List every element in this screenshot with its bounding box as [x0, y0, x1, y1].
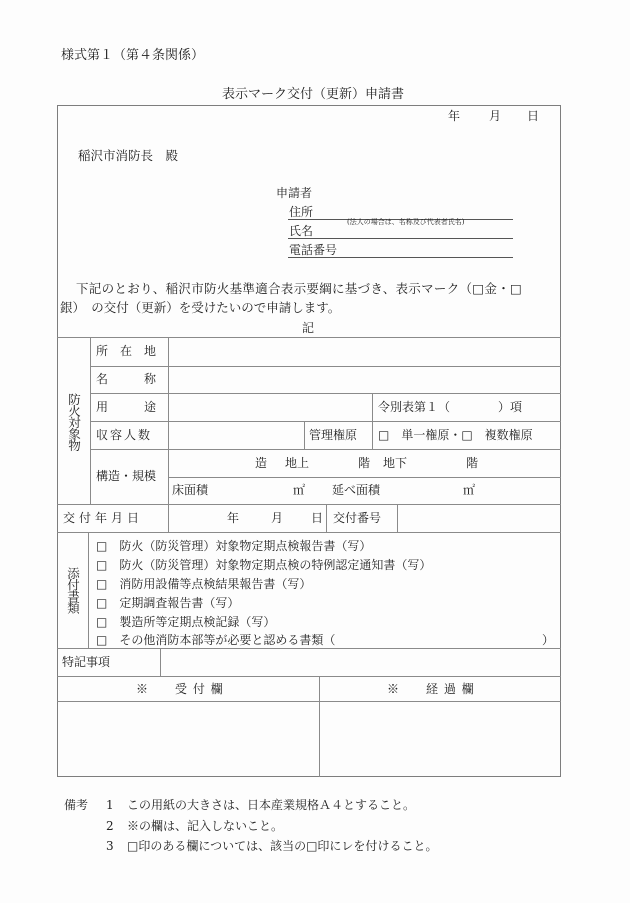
table-rule-line [88, 532, 89, 648]
location-label: 所 在 地 [96, 344, 157, 358]
note-text: □印のある欄については、該当の□印にレを付けること。 [127, 839, 438, 853]
use-field[interactable] [169, 394, 372, 421]
name-label: 名 称 [96, 372, 157, 386]
date-year-label: 年 [448, 109, 461, 123]
table-rule-line [90, 449, 561, 450]
attachment-item[interactable]: □ 定期調査報告書（写） [96, 596, 240, 610]
attachment-item[interactable]: □ 防火（防災管理）対象物定期点検報告書（写） [96, 539, 372, 553]
table-rule-line [57, 676, 561, 677]
date-month-label: 月 [489, 109, 502, 123]
remarks-field[interactable] [161, 649, 561, 676]
applicant-name-label: 氏名 [289, 224, 314, 238]
issue-day: 日 [311, 511, 324, 525]
applicant-label: 申請者 [276, 186, 313, 200]
target-group-label: 防火対象物 [66, 393, 82, 451]
structure-kai-2: 階 [466, 456, 479, 470]
statement-line-2: 銀） の交付（更新）を受けたいので申請します。 [60, 300, 341, 315]
note-text: ※の欄は、記入しないこと。 [127, 819, 284, 833]
structure-underground: 地下 [383, 456, 408, 470]
structure-zou: 造 [255, 456, 268, 470]
use-label: 用 途 [96, 400, 157, 414]
use-reference[interactable]: 令別表第１（ ）項 [378, 400, 523, 414]
total-area-unit: ㎡ [463, 483, 476, 497]
attachments-label: 添付書類 [65, 567, 81, 613]
form-title: 表示マーク交付（更新）申請書 [222, 87, 405, 102]
issue-number-field[interactable] [398, 505, 561, 532]
capacity-label: 収容人数 [96, 428, 153, 442]
structure-above-ground: 地上 [285, 456, 310, 470]
attachment-close-paren: ） [542, 633, 555, 647]
table-rule-line [372, 393, 373, 449]
table-rule-line [90, 421, 561, 422]
floor-area-unit: ㎡ [293, 483, 306, 497]
structure-label: 構造・規模 [96, 469, 157, 483]
progress-area [320, 702, 561, 777]
structure-kai-1: 階 [358, 456, 371, 470]
location-field[interactable] [169, 338, 561, 366]
table-rule-line [90, 337, 91, 504]
form-number: 様式第１（第４条関係） [61, 48, 205, 63]
ki-label: 記 [302, 321, 315, 335]
issue-number-label: 交付番号 [333, 511, 382, 525]
statement-line-1: 下記のとおり、稲沢市防火基準適合表示要綱に基づき、表示マーク（□金・□ [76, 281, 523, 296]
capacity-field[interactable] [169, 422, 304, 449]
issue-date-label: 交付年月日 [63, 511, 144, 525]
attachment-item[interactable]: □ その他消防本部等が必要と認める書類（ [96, 633, 336, 647]
total-area-label: 延べ面積 [332, 483, 381, 497]
name-note: (法人の場合は、名称及び代表者氏名) [347, 218, 465, 226]
authority-options[interactable]: □ 単一権原・□ 複数権原 [378, 428, 533, 442]
table-rule-line [57, 532, 561, 533]
table-rule-line [304, 421, 305, 449]
floor-area-label: 床面積 [172, 483, 209, 497]
issue-month: 月 [271, 511, 284, 525]
notes-label: 備考 [64, 798, 89, 812]
note-number: 1 [106, 798, 114, 812]
note-number: 3 [106, 839, 114, 853]
name-field[interactable] [288, 238, 513, 239]
applicant-address-label: 住所 [289, 205, 314, 219]
note-text: この用紙の大きさは、日本産業規格Ａ４とすること。 [127, 798, 416, 812]
authority-label: 管理権原 [309, 428, 358, 442]
table-rule-line [168, 477, 561, 478]
applicant-phone-label: 電話番号 [289, 243, 338, 257]
addressee: 稲沢市消防長 殿 [78, 148, 179, 163]
phone-field[interactable] [288, 257, 513, 258]
attachment-item[interactable]: □ 防火（防災管理）対象物定期点検の特例認定通知書（写） [96, 558, 432, 572]
attachment-item[interactable]: □ 消防用設備等点検結果報告書（写） [96, 577, 312, 591]
date-day-label: 日 [527, 109, 540, 123]
issue-year: 年 [227, 511, 240, 525]
remarks-label: 特記事項 [62, 655, 111, 669]
building-name-field[interactable] [169, 367, 561, 393]
reception-header: ※ 受 付 欄 [136, 682, 224, 696]
note-number: 2 [106, 819, 114, 833]
table-rule-line [326, 504, 327, 532]
attachment-item[interactable]: □ 製造所等定期点検記録（写） [96, 615, 276, 629]
reception-area [58, 702, 319, 777]
progress-header: ※ 経 過 欄 [387, 682, 475, 696]
